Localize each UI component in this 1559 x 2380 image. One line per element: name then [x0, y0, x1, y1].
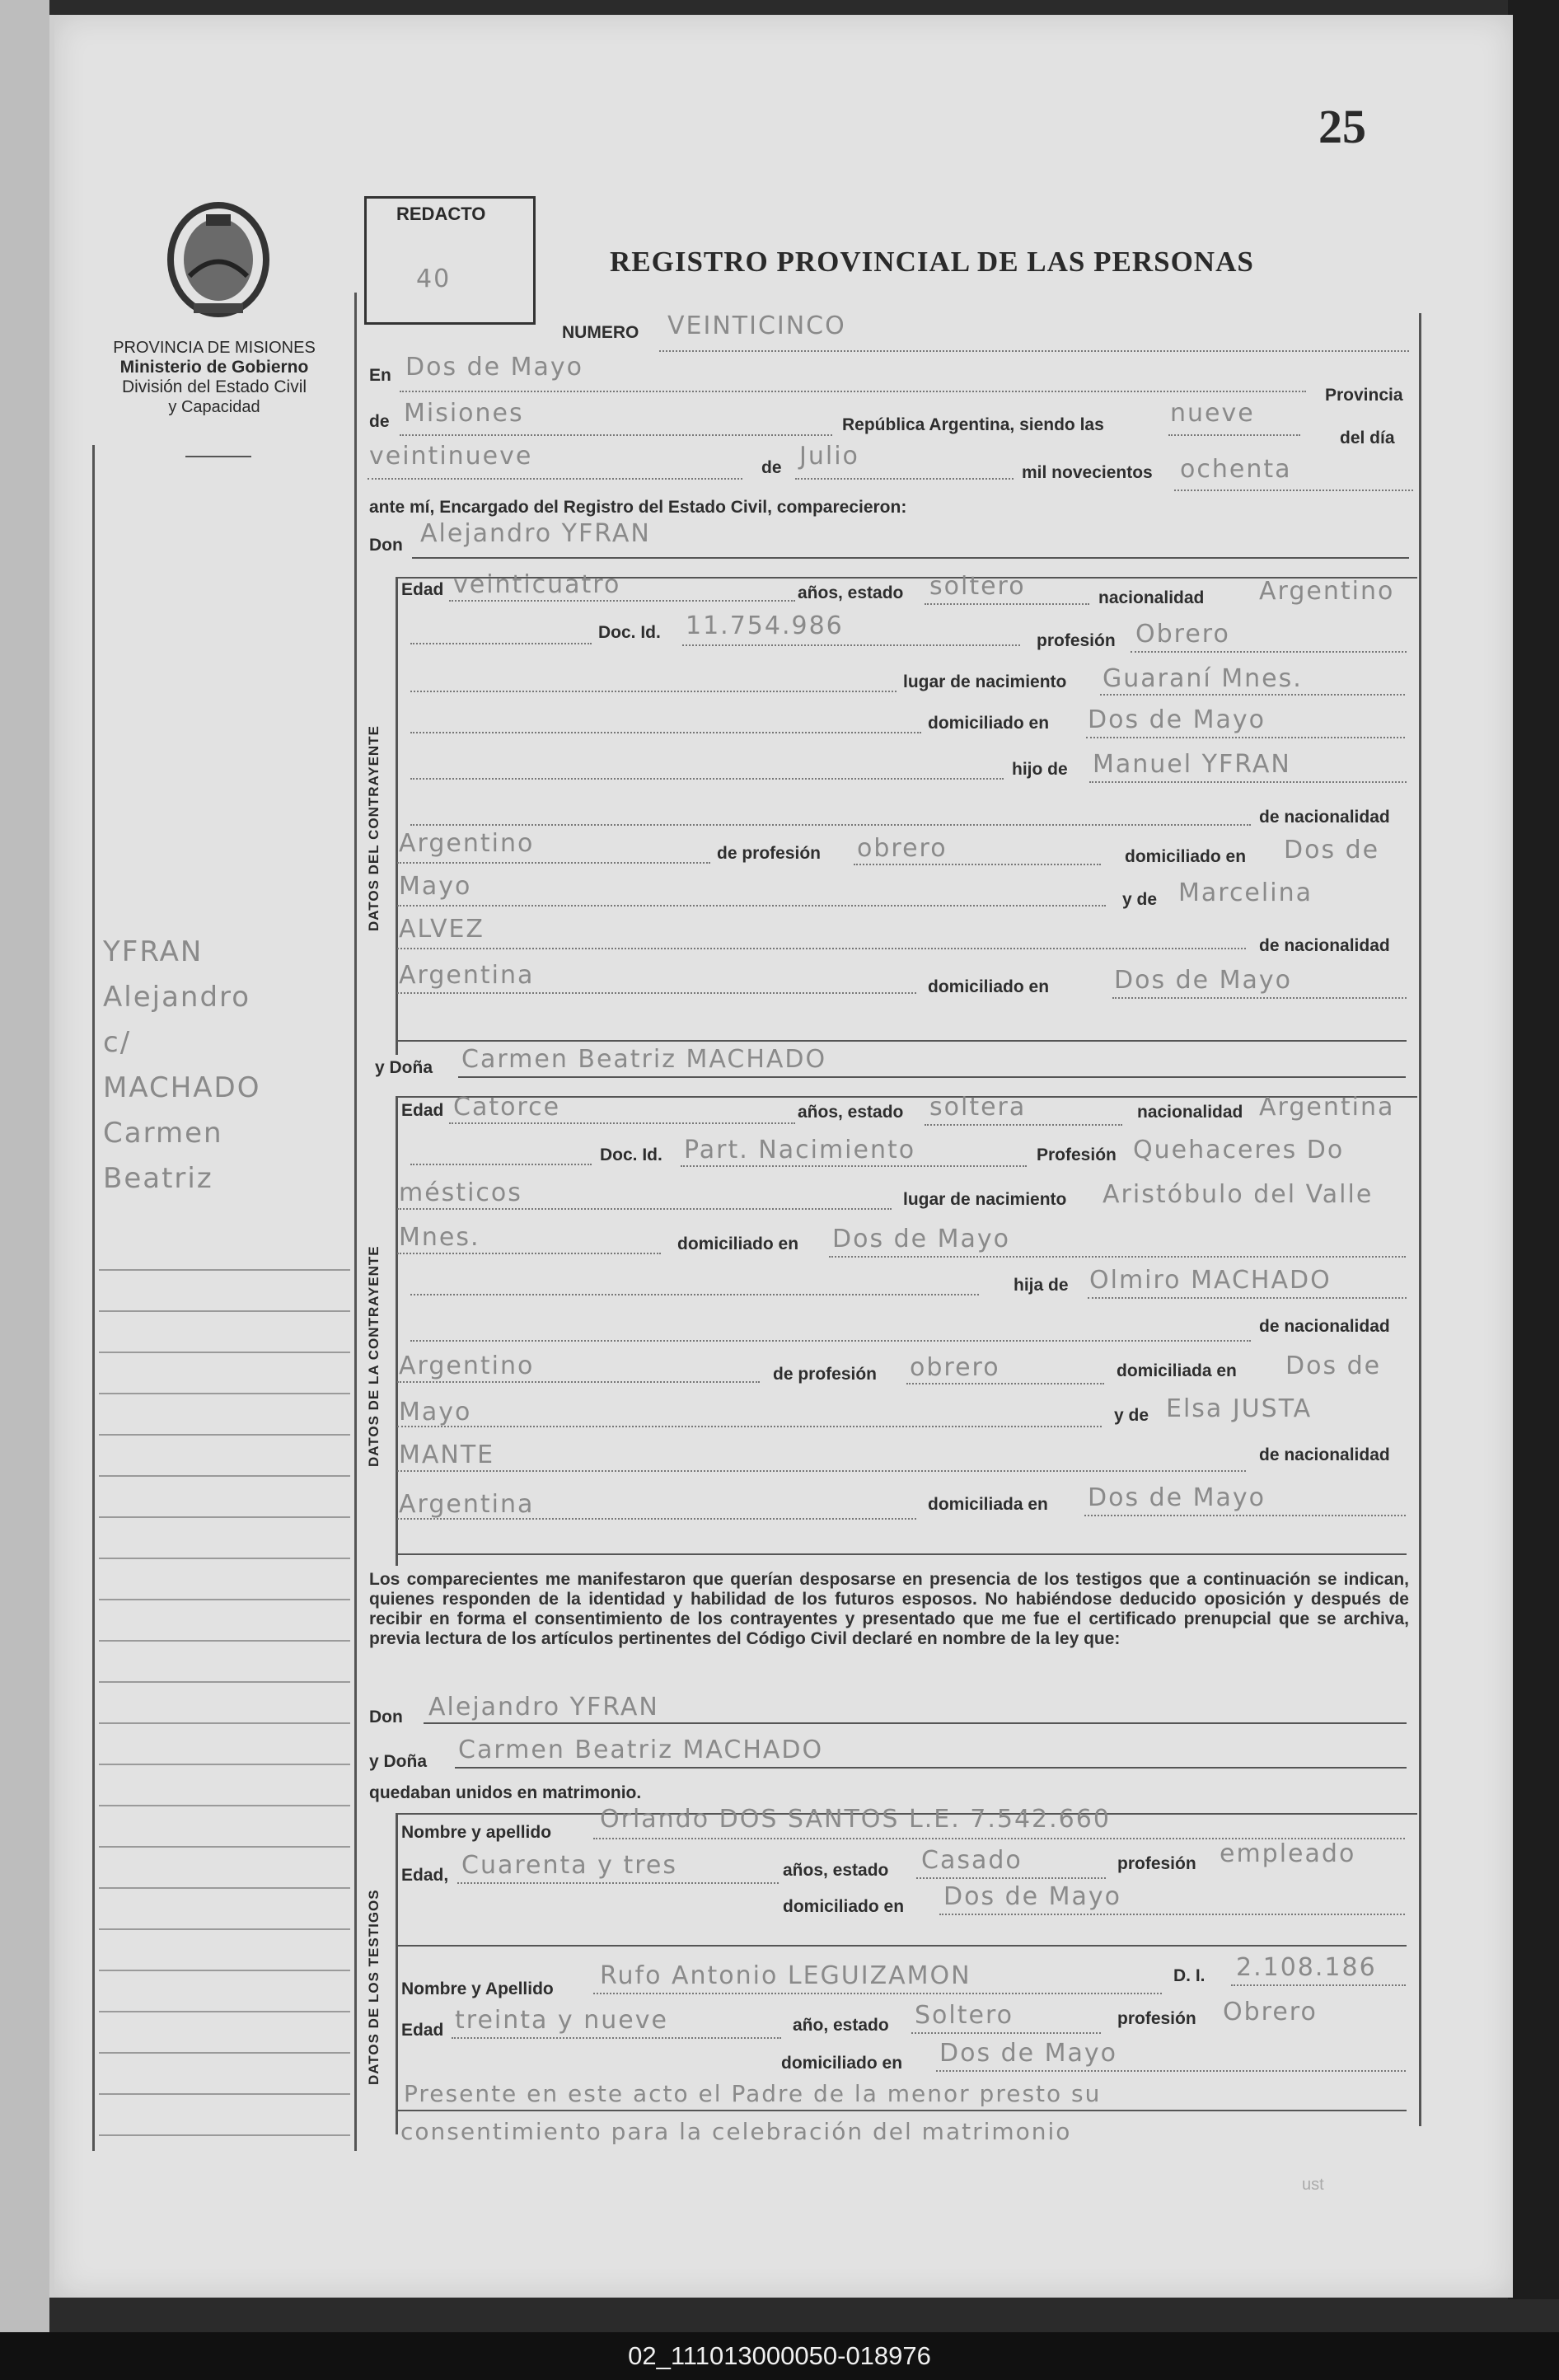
field-line — [939, 1914, 1405, 1915]
profesion-label: Profesión — [1037, 1145, 1117, 1164]
de-label: de — [369, 412, 390, 431]
t2-domicilio-label: domiciliado en — [781, 2054, 903, 2073]
padre-nacionalidad-value: Argentino — [399, 829, 535, 858]
de-profesion-label: de profesión — [717, 844, 822, 863]
document-title: REGISTRO PROVINCIAL DE LAS PERSONAS — [610, 246, 1254, 278]
nacionalidad-label: nacionalidad — [1098, 588, 1205, 607]
de-mes-label: de — [761, 458, 782, 477]
padre-domicilio-value: Dos de — [1285, 1352, 1382, 1380]
padre-domicilio-label: domiciliada en — [1117, 1361, 1237, 1380]
field-line — [410, 1294, 979, 1295]
t2-estado-value: Soltero — [915, 2001, 1014, 2030]
lugar-value-cont: Mnes. — [399, 1223, 480, 1252]
provincia-label: Provincia — [1325, 386, 1403, 405]
province-name: PROVINCIA DE MISIONES — [113, 339, 316, 357]
t1-estado-value: Casado — [921, 1846, 1023, 1875]
lugar-label: lugar de nacimiento — [903, 1190, 1067, 1209]
don-label: Don — [369, 1708, 403, 1726]
field-line — [400, 391, 1306, 392]
profesion-value: Obrero — [1135, 620, 1230, 649]
field-line — [410, 732, 921, 733]
field-line — [397, 948, 1246, 949]
nacionalidad-value: Argentina — [1259, 1093, 1395, 1122]
domicilio-label: domiciliado en — [677, 1235, 799, 1253]
estado-value: soltero — [929, 572, 1026, 601]
en-value: Dos de Mayo — [405, 353, 584, 382]
padre-value: Manuel YFRAN — [1093, 750, 1291, 779]
margin-note-line: c/ — [103, 1026, 132, 1059]
field-line — [368, 478, 742, 480]
t1-nombre-label: Nombre y apellido — [401, 1823, 552, 1842]
field-line — [911, 2032, 1101, 2034]
republica-label: República Argentina, siendo las — [842, 415, 1104, 434]
t1-profesion-value: empleado — [1220, 1839, 1356, 1868]
t2-edad-label: Edad — [401, 2021, 444, 2040]
field-line — [410, 691, 897, 692]
del-dia-label: del día — [1340, 429, 1395, 447]
field-line — [1086, 737, 1405, 738]
field-line — [397, 1945, 1407, 1947]
t2-profesion-label: profesión — [1117, 2009, 1196, 2028]
field-line — [397, 992, 916, 994]
provincial-seal-icon — [161, 198, 276, 321]
field-line — [1131, 651, 1407, 653]
field-line — [410, 1340, 1251, 1342]
t1-edad-value: Cuarenta y tres — [461, 1851, 677, 1880]
field-line — [1168, 434, 1300, 436]
doc-label: Doc. Id. — [600, 1145, 662, 1164]
padre-value: Olmiro MACHADO — [1089, 1266, 1332, 1295]
t2-edad-value: treinta y nueve — [455, 2006, 668, 2035]
field-line — [397, 905, 1106, 907]
madre-value-cont: MANTE — [399, 1441, 495, 1469]
margin-right-border — [354, 293, 357, 2151]
field-line — [1174, 490, 1413, 491]
estado-value: soltera — [929, 1093, 1027, 1122]
madre-nacionalidad-value: Argentina — [399, 961, 535, 990]
hija-label: hija de — [1014, 1276, 1069, 1295]
image-id-footer: 02_111013000050-018976 — [0, 2332, 1559, 2380]
t2-domicilio-value: Dos de Mayo — [939, 2039, 1118, 2068]
madre-domicilio-label: domiciliada en — [928, 1495, 1048, 1514]
anios-label: años, estado — [798, 1103, 904, 1122]
contrayente-f-section-label: DATOS DE LA CONTRAYENTE — [366, 1245, 382, 1467]
field-line — [925, 603, 1089, 605]
issuer-divider — [185, 456, 251, 457]
domicilio-value: Dos de Mayo — [1088, 705, 1266, 734]
field-line — [449, 600, 795, 602]
field-line — [1089, 781, 1407, 783]
madre-value-cont: ALVEZ — [399, 915, 485, 944]
field-line — [682, 644, 1020, 646]
field-line — [397, 1208, 892, 1210]
field-line — [659, 350, 1409, 352]
de-nacionalidad-label: de nacionalidad — [1259, 1445, 1390, 1464]
numero-value: VEINTICINCO — [667, 312, 846, 340]
closing-text: quedaban unidos en matrimonio. — [369, 1783, 642, 1802]
page-number: 25 — [1318, 100, 1366, 153]
field-line — [916, 1877, 1106, 1879]
madre-domicilio-value: Dos de Mayo — [1114, 966, 1293, 995]
padre-nacionalidad-value: Argentino — [399, 1352, 535, 1380]
field-line — [397, 1040, 1407, 1042]
testigos-section-label: DATOS DE LOS TESTIGOS — [366, 1889, 382, 2085]
contrayente-bracket — [396, 577, 398, 1055]
t2-nombre-value: Rufo Antonio LEGUIZAMON — [600, 1961, 971, 1990]
mes-value: Julio — [799, 442, 859, 471]
faint-mark: ust — [1302, 2176, 1324, 2194]
lugar-value: Aristóbulo del Valle — [1103, 1180, 1374, 1209]
t1-domicilio-label: domiciliado en — [783, 1897, 905, 1916]
field-line — [906, 1383, 1104, 1384]
lugar-value: Guaraní Mnes. — [1103, 664, 1303, 693]
t2-di-label: D. I. — [1173, 1966, 1206, 1985]
hijo-label: hijo de — [1012, 760, 1068, 779]
division-line-2: y Capacidad — [168, 398, 260, 416]
field-line — [1231, 1984, 1406, 1986]
field-line — [397, 1426, 1102, 1427]
dona-label: y Doña — [375, 1058, 433, 1077]
de-profesion-label: de profesión — [773, 1365, 878, 1384]
field-line — [410, 778, 1004, 780]
madre-domicilio-label: domiciliado en — [928, 977, 1050, 996]
field-line — [412, 557, 1409, 559]
madre-domicilio-value: Dos de Mayo — [1088, 1483, 1266, 1512]
numero-label: NUMERO — [562, 323, 639, 342]
provincia-value: Misiones — [404, 399, 524, 428]
mil-label: mil novecientos — [1022, 463, 1153, 482]
t2-nombre-label: Nombre y Apellido — [401, 1979, 554, 1998]
de-nacionalidad-label: de nacionalidad — [1259, 936, 1390, 955]
dona-value: Carmen Beatriz MACHADO — [458, 1736, 824, 1764]
edad-value: veinticuatro — [453, 570, 621, 599]
nacionalidad-label: nacionalidad — [1137, 1103, 1243, 1122]
don-label: Don — [369, 536, 403, 555]
field-line — [452, 2037, 781, 2039]
madre-value: Elsa JUSTA — [1166, 1394, 1313, 1423]
padre-domicilio-value-cont: Mayo — [399, 872, 472, 901]
domicilio-value: Dos de Mayo — [832, 1225, 1011, 1253]
witness-note-line-1: Presente en este acto el Padre de la menor presto su — [404, 2080, 1102, 2107]
en-label: En — [369, 366, 391, 385]
book-spine — [0, 0, 49, 2332]
de-nacionalidad-label: de nacionalidad — [1259, 1317, 1390, 1336]
contrayente-section-label: DATOS DEL CONTRAYENTE — [366, 725, 382, 931]
t2-di-value: 2.108.186 — [1236, 1953, 1377, 1982]
padre-profesion-value: obrero — [857, 834, 948, 863]
field-line — [400, 434, 832, 436]
dia-value: veintinueve — [369, 442, 533, 471]
declaration-paragraph: Los comparecientes me manifestaron que querían desposarse en presencia de los testigos que a continuación se indican, quienes responden de la identidad y habilidad de los futuros esposos. No habiéndose deducido oposición y después de recibir en forma el consentimiento de los contrayentes y presentado que me fue el certificado prenupcial que se archiva, previa lectura de los artículos pertinentes del Código Civil declaré en nombre de la ley que: — [369, 1570, 1409, 1648]
nacionalidad-value: Argentino — [1259, 577, 1395, 606]
redacto-value: 40 — [416, 265, 452, 293]
edad-label: Edad — [401, 580, 444, 599]
field-line — [397, 2110, 1407, 2111]
redacto-label: REDACTO — [396, 204, 486, 224]
domicilio-label: domiciliado en — [928, 714, 1050, 733]
field-line — [458, 1076, 1406, 1078]
field-line — [410, 824, 1251, 826]
padre-domicilio-value-cont: Mayo — [399, 1398, 472, 1427]
don-value: Alejandro YFRAN — [420, 519, 651, 548]
t1-anios-label: años, estado — [783, 1861, 889, 1880]
edad-value: Catorce — [453, 1093, 561, 1122]
field-line — [397, 1518, 916, 1520]
profesion-value: Quehaceres Do — [1133, 1136, 1345, 1164]
madre-value: Marcelina — [1178, 878, 1313, 907]
padre-domicilio-label: domiciliado en — [1125, 847, 1247, 866]
t2-profesion-value: Obrero — [1223, 1998, 1318, 2026]
field-line — [457, 1882, 779, 1884]
profesion-value-cont: mésticos — [399, 1178, 522, 1207]
redacto-box — [364, 196, 536, 325]
t1-domicilio-value: Dos de Mayo — [943, 1882, 1122, 1911]
field-line — [455, 1767, 1407, 1769]
margin-note-line: YFRAN — [103, 935, 204, 968]
dona-value: Carmen Beatriz MACHADO — [461, 1045, 827, 1074]
field-line — [1084, 1515, 1406, 1516]
anio-value: ochenta — [1180, 455, 1292, 484]
ministry-name: Ministerio de Gobierno — [119, 358, 309, 377]
madre-nacionalidad-value: Argentina — [399, 1490, 535, 1519]
padre-profesion-value: obrero — [910, 1353, 1000, 1382]
t1-profesion-label: profesión — [1117, 1854, 1196, 1873]
field-line — [925, 1124, 1122, 1126]
margin-note-line: Carmen — [103, 1117, 223, 1150]
testigos-bracket — [396, 1813, 398, 2134]
margin-note-line: Beatriz — [103, 1162, 213, 1195]
field-line — [410, 1164, 592, 1165]
lugar-label: lugar de nacimiento — [903, 672, 1067, 691]
padre-domicilio-value: Dos de — [1284, 836, 1380, 864]
t2-anios-label: año, estado — [793, 2016, 889, 2035]
field-line — [397, 1381, 760, 1383]
field-line — [424, 1722, 1407, 1724]
field-line — [449, 1122, 795, 1124]
field-line — [397, 1253, 661, 1254]
witness-note-line-2: consentimiento para la celebración del matrimonio — [400, 2118, 1072, 2145]
book-edge — [1508, 0, 1559, 2299]
margin-note-line: MACHADO — [103, 1071, 261, 1104]
issuer-block — [78, 338, 350, 417]
horas-value: nueve — [1170, 399, 1255, 428]
field-line — [1088, 1297, 1407, 1299]
field-line — [397, 862, 710, 864]
division-line-1: División del Estado Civil — [121, 377, 307, 396]
t1-nombre-value: Orlando DOS SANTOS L.E. 7.542.660 — [600, 1805, 1111, 1834]
field-line — [1100, 694, 1405, 696]
t1-edad-label: Edad, — [401, 1866, 449, 1885]
contrayente-f-bracket — [396, 1096, 398, 1566]
form-right-border — [1419, 313, 1421, 2126]
field-line — [795, 478, 1014, 480]
anios-label: años, estado — [798, 583, 904, 602]
margin-left-border — [92, 445, 95, 2151]
field-line — [397, 1553, 1407, 1555]
y-de-label: y de — [1122, 890, 1158, 909]
field-line — [410, 643, 592, 644]
field-line — [829, 1256, 1406, 1258]
field-line — [936, 2070, 1406, 2072]
doc-label: Doc. Id. — [598, 623, 661, 642]
field-line — [681, 1165, 1027, 1167]
field-line — [593, 1993, 1162, 1994]
profesion-label: profesión — [1037, 631, 1116, 650]
de-nacionalidad-label: de nacionalidad — [1259, 808, 1390, 827]
field-line — [397, 1470, 1246, 1472]
doc-value: Part. Nacimiento — [684, 1136, 916, 1164]
don-value: Alejandro YFRAN — [428, 1693, 659, 1722]
edad-label: Edad — [401, 1101, 444, 1120]
ante-text: ante mí, Encargado del Registro del Estado Civil, comparecieron: — [369, 498, 907, 517]
dona-label: y Doña — [369, 1752, 428, 1771]
y-de-label: y de — [1114, 1406, 1149, 1425]
field-line — [1112, 997, 1407, 999]
doc-value: 11.754.986 — [686, 611, 844, 640]
field-line — [854, 864, 1101, 865]
margin-note-line: Alejandro — [103, 981, 251, 1014]
